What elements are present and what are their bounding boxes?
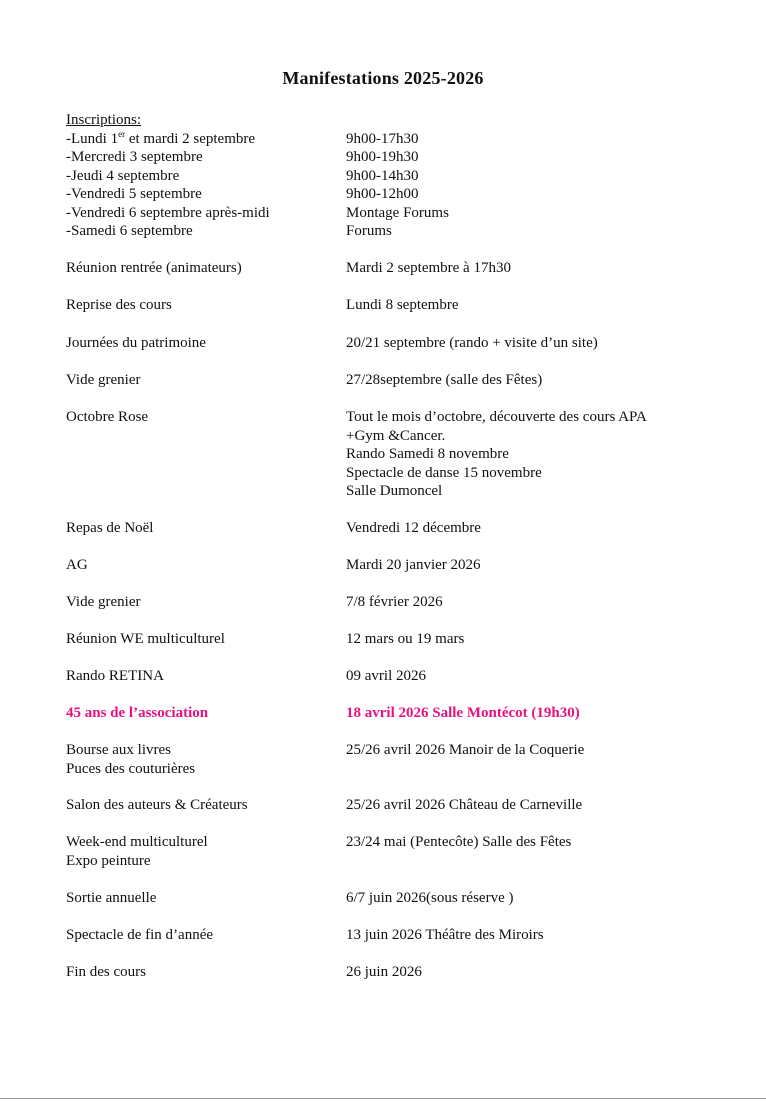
event-item — [66, 667, 726, 686]
event-name: Sortie annuelle — [66, 890, 157, 906]
event-details: Vendredi 12 décembre — [346, 520, 481, 536]
event-item-highlight — [66, 704, 726, 723]
event-name: Octobre Rose — [66, 409, 149, 425]
event-name: Week-end multiculturel — [66, 834, 208, 850]
page-title: Manifestations 2025-2026 — [282, 68, 484, 88]
inscriptions-heading-line — [66, 111, 726, 130]
event-name: AG — [66, 557, 88, 573]
event-name: Vide grenier — [66, 372, 141, 388]
inscription-time: 9h00-14h30 — [346, 167, 419, 184]
event-name: Repas de Noël — [66, 520, 154, 536]
event-details: Mardi 20 janvier 2026 — [346, 557, 481, 573]
event-name: Expo peinture — [66, 852, 151, 869]
event-name: Réunion rentrée (animateurs) — [66, 260, 242, 276]
event-name: Reprise des cours — [66, 297, 172, 313]
inscription-day: -Jeudi 4 septembre — [66, 167, 180, 184]
inscription-day: -Vendredi 6 septembre après-midi — [66, 204, 270, 221]
inscription-day: -Samedi 6 septembre — [66, 223, 193, 239]
event-details: 18 avril 2026 Salle Montécot (19h30) — [346, 705, 580, 721]
event-name: Vide grenier — [66, 594, 141, 610]
event-details: 25/26 avril 2026 Château de Carneville — [346, 797, 583, 813]
event-details: 26 juin 2026 — [346, 964, 422, 980]
event-name: Spectacle de fin d’année — [66, 927, 214, 943]
event-details: Rando Samedi 8 novembre — [346, 446, 509, 462]
event-details: Mardi 2 septembre à 17h30 — [346, 260, 511, 276]
event-item — [66, 963, 726, 982]
inscription-day: -Lundi 1er et mardi 2 septembre — [66, 128, 256, 147]
inscription-time: 9h00-19h30 — [346, 149, 419, 165]
inscription-time: 9h00-17h30 — [346, 130, 419, 147]
event-details: 23/24 mai (Pentecôte) Salle des Fêtes — [346, 834, 572, 850]
inscription-time: Forums — [346, 223, 392, 239]
inscription-time: 9h00-12h00 — [346, 186, 419, 202]
inscription-row — [66, 167, 726, 186]
event-details: Lundi 8 septembre — [346, 297, 459, 313]
event-item — [66, 334, 726, 353]
event-name: Réunion WE multiculturel — [66, 631, 225, 647]
event-details: 20/21 septembre (rando + visite d’un site) — [346, 335, 598, 351]
event-details: 7/8 février 2026 — [346, 594, 443, 610]
inscription-row — [66, 148, 726, 167]
event-details: 25/26 avril 2026 Manoir de la Coquerie — [346, 742, 585, 758]
event-details: Spectacle de danse 15 novembre — [346, 464, 542, 481]
inscriptions-heading: Inscriptions: — [66, 112, 141, 128]
event-details: 6/7 juin 2026(sous réserve ) — [346, 890, 514, 906]
event-item — [66, 630, 726, 649]
event-name: Fin des cours — [66, 964, 146, 980]
event-item — [66, 833, 726, 870]
event-name: Puces des couturières — [66, 760, 196, 777]
event-item — [66, 259, 726, 278]
event-item — [66, 556, 726, 575]
event-name: Journées du patrimoine — [66, 335, 206, 351]
event-item — [66, 408, 726, 501]
inscription-time: Montage Forums — [346, 204, 449, 221]
event-item — [66, 796, 726, 815]
event-item — [66, 926, 726, 945]
inscription-row — [66, 204, 726, 223]
event-name: Salon des auteurs & Créateurs — [66, 797, 248, 813]
event-details: Salle Dumoncel — [346, 483, 443, 499]
event-details: 09 avril 2026 — [346, 668, 426, 684]
event-name: Bourse aux livres — [66, 742, 171, 758]
event-item — [66, 593, 726, 612]
event-item — [66, 519, 726, 538]
event-item — [66, 296, 726, 315]
event-details: Tout le mois d’octobre, découverte des cours APA — [346, 409, 647, 425]
event-details: 27/28septembre (salle des Fêtes) — [346, 372, 543, 388]
inscription-row — [66, 130, 726, 149]
event-details: +Gym &Cancer. — [346, 427, 446, 444]
inscription-day: -Vendredi 5 septembre — [66, 186, 202, 202]
event-details: 13 juin 2026 Théâtre des Miroirs — [346, 927, 544, 943]
event-item — [66, 371, 726, 390]
inscription-row — [66, 222, 726, 241]
event-item — [66, 889, 726, 908]
inscription-row — [66, 185, 726, 204]
event-name: Rando RETINA — [66, 668, 164, 684]
event-item — [66, 741, 726, 778]
inscription-day: -Mercredi 3 septembre — [66, 149, 203, 165]
inscriptions-section — [66, 111, 726, 241]
event-name: 45 ans de l’association — [66, 705, 209, 721]
event-details: 12 mars ou 19 mars — [346, 631, 465, 647]
